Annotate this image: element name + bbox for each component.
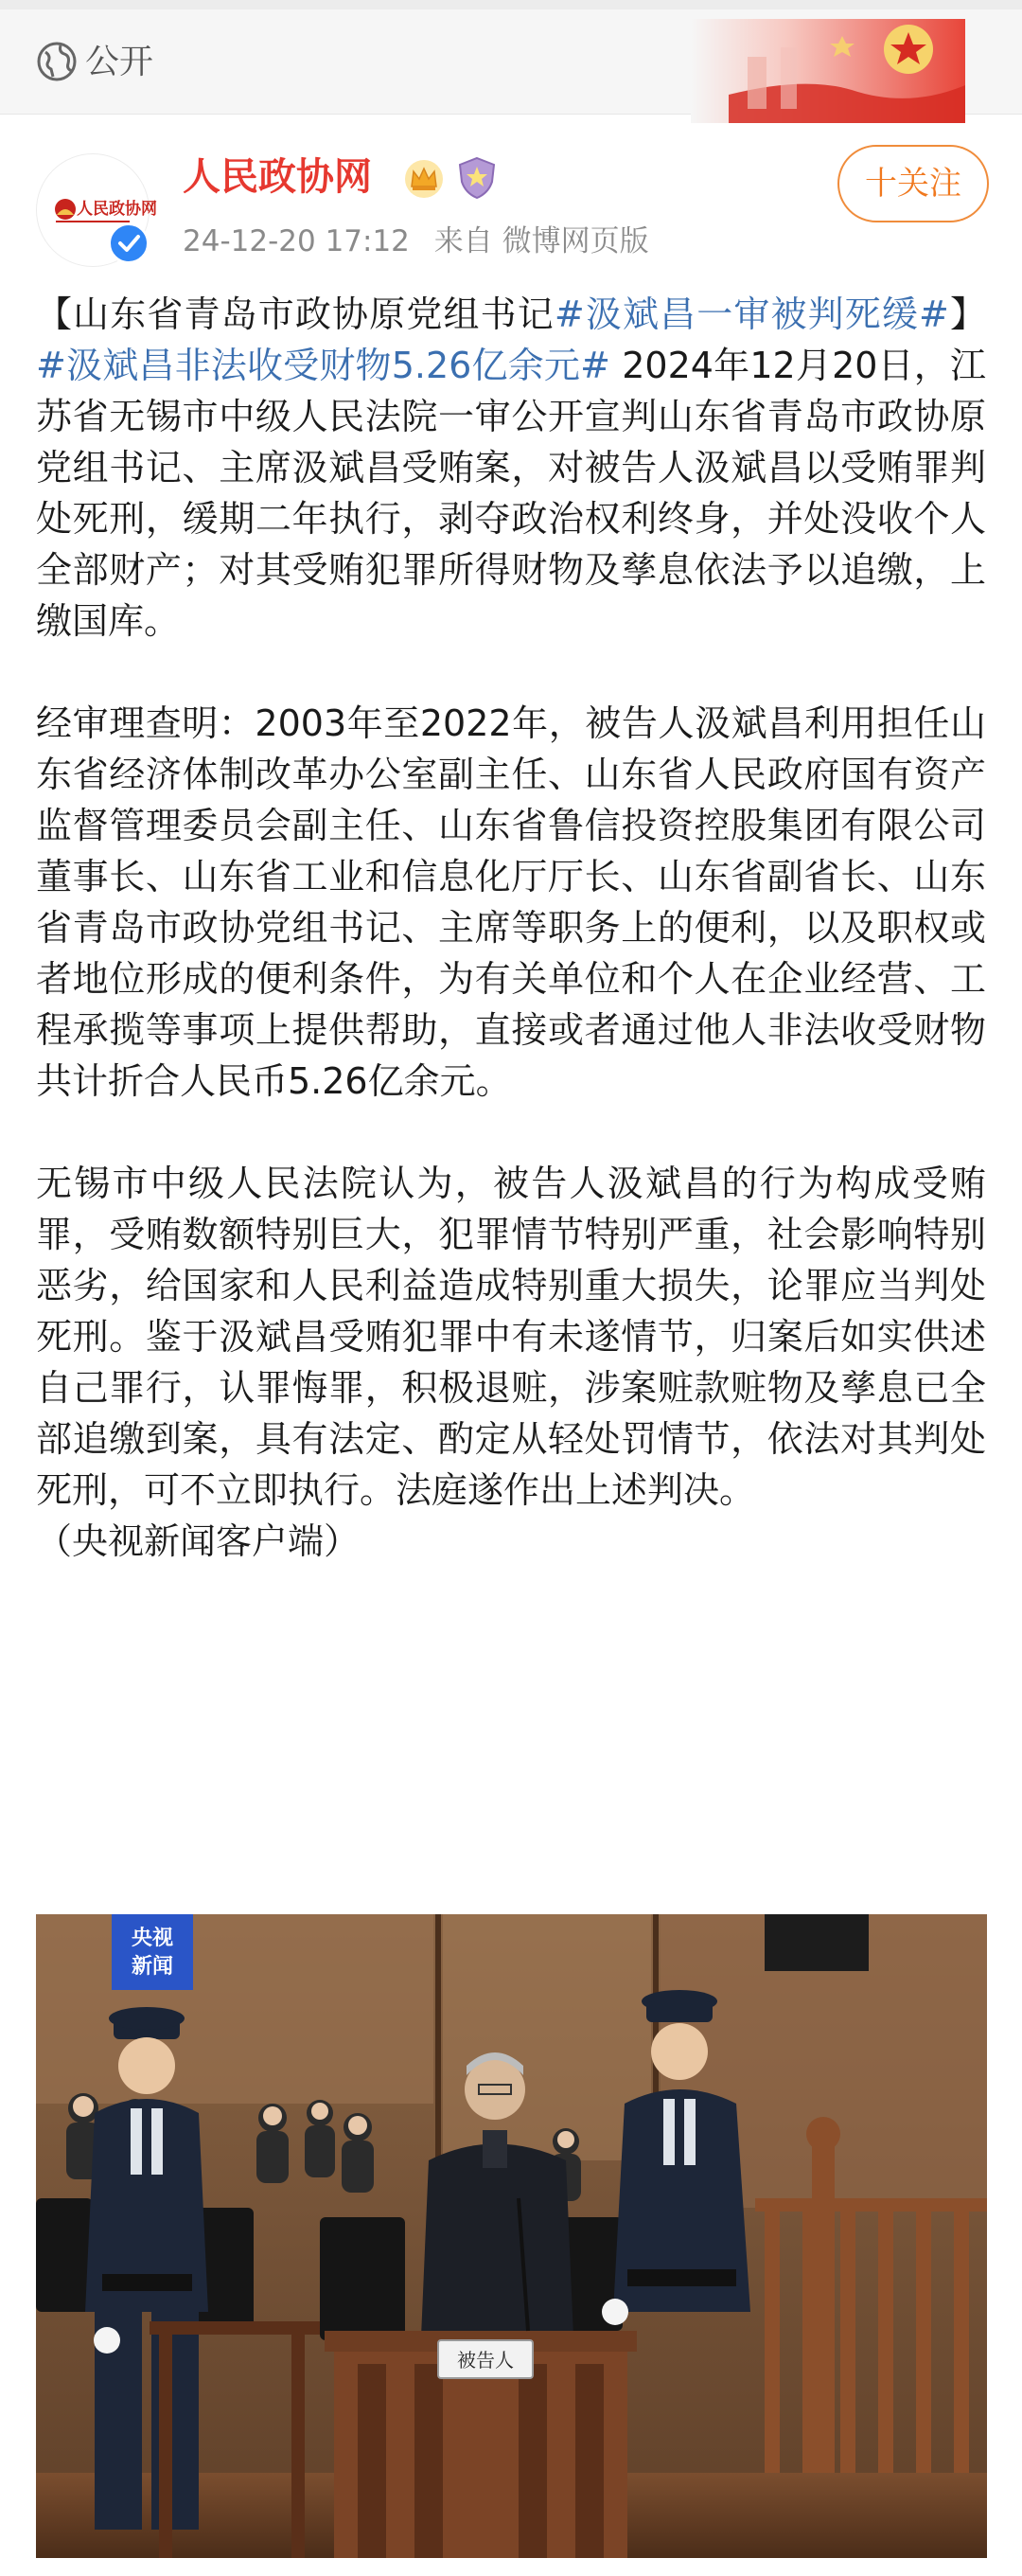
author-name[interactable]: 人民政协网 [183, 155, 372, 199]
post-paragraph-3: 无锡市中级人民法院认为，被告人汲斌昌的行为构成受贿罪，受贿数额特别巨大，犯罪情节特别严重，社会影响特别恶劣，给国家和人民利益造成特别重大损失，论罪应当判处死刑。鉴于汲斌昌受贿犯罪中有未遂情节，归案后如实供述自己罪行，认罪悔罪，积极退赃，涉案赃款赃物及孳息已全部追缴到案，具有法定、酌定从轻处罚情节，依法对其判处死刑，可不立即执行。法庭遂作出上述判决。 [36, 1163, 986, 1511]
post-image[interactable] [36, 1914, 987, 2558]
hashtag-link[interactable]: #汲斌昌一审被判死缓# [554, 293, 949, 335]
svg-text:人民政协网: 人民政协网 [77, 200, 157, 219]
post-paragraph-2: 经审理查明：2003年至2022年，被告人汲斌昌利用担任山东省经济体制改革办公室副主任、山东省人民政府国有资产监督管理委员会副主任、山东省鲁信投资控股集团有限公司董事长、山东省工业和信息化厅厅长、山东省副省长、山东省青岛市政协党组书记、主席等职务上的便利，以及职权或者地位形成的便利条件，为有关单位和个人在企业经营、工程承揽等事项上提供帮助，直接或者通过他人非法收受财物共计折合人民币5.26亿余元。 [36, 702, 986, 1102]
paragraph-text: 2024年12月20日，江苏省无锡市中级人民法院一审公开宣判山东省青岛市政协原党组书记、主席汲斌昌受贿案，对被告人汲斌昌以受贿罪判处死刑，缓期二年执行，剥夺政治权利终身，并处没收个人全部财产；对其受贿犯罪所得财物及孳息依法予以追缴，上缴国库。 [36, 345, 986, 642]
headline-close: 】 [948, 293, 986, 335]
visibility-bar [0, 9, 1022, 115]
follow-button[interactable]: 十关注 [837, 145, 989, 222]
post-timestamp: 24-12-20 17:12 [183, 224, 410, 258]
post-paragraph-1 [36, 289, 986, 647]
logo-line-1: 央视 [131, 1927, 174, 1950]
logo-line-2: 新闻 [131, 1955, 174, 1979]
shield-icon [454, 155, 500, 201]
courtroom-photo [36, 1914, 987, 2558]
podium-label: 被告人 [457, 2349, 514, 2372]
hashtag-link[interactable]: #汲斌昌非法收受财物5.26亿余元# [36, 345, 610, 386]
post-source: 来自 微博网页版 [433, 224, 649, 258]
crown-icon [403, 158, 445, 200]
cctv-news-logo [112, 1914, 193, 1990]
headline-open: 【山东省青岛市政协原党组书记 [36, 293, 555, 335]
flag-banner-decoration [691, 19, 965, 123]
post-body [36, 289, 986, 1618]
post-meta [183, 223, 649, 259]
globe-icon [36, 41, 78, 82]
verified-icon [108, 222, 150, 264]
source-note: （央视新闻客户端） [36, 1520, 361, 1562]
visibility-label[interactable]: 公开 [85, 43, 154, 81]
top-strip [0, 0, 1022, 9]
